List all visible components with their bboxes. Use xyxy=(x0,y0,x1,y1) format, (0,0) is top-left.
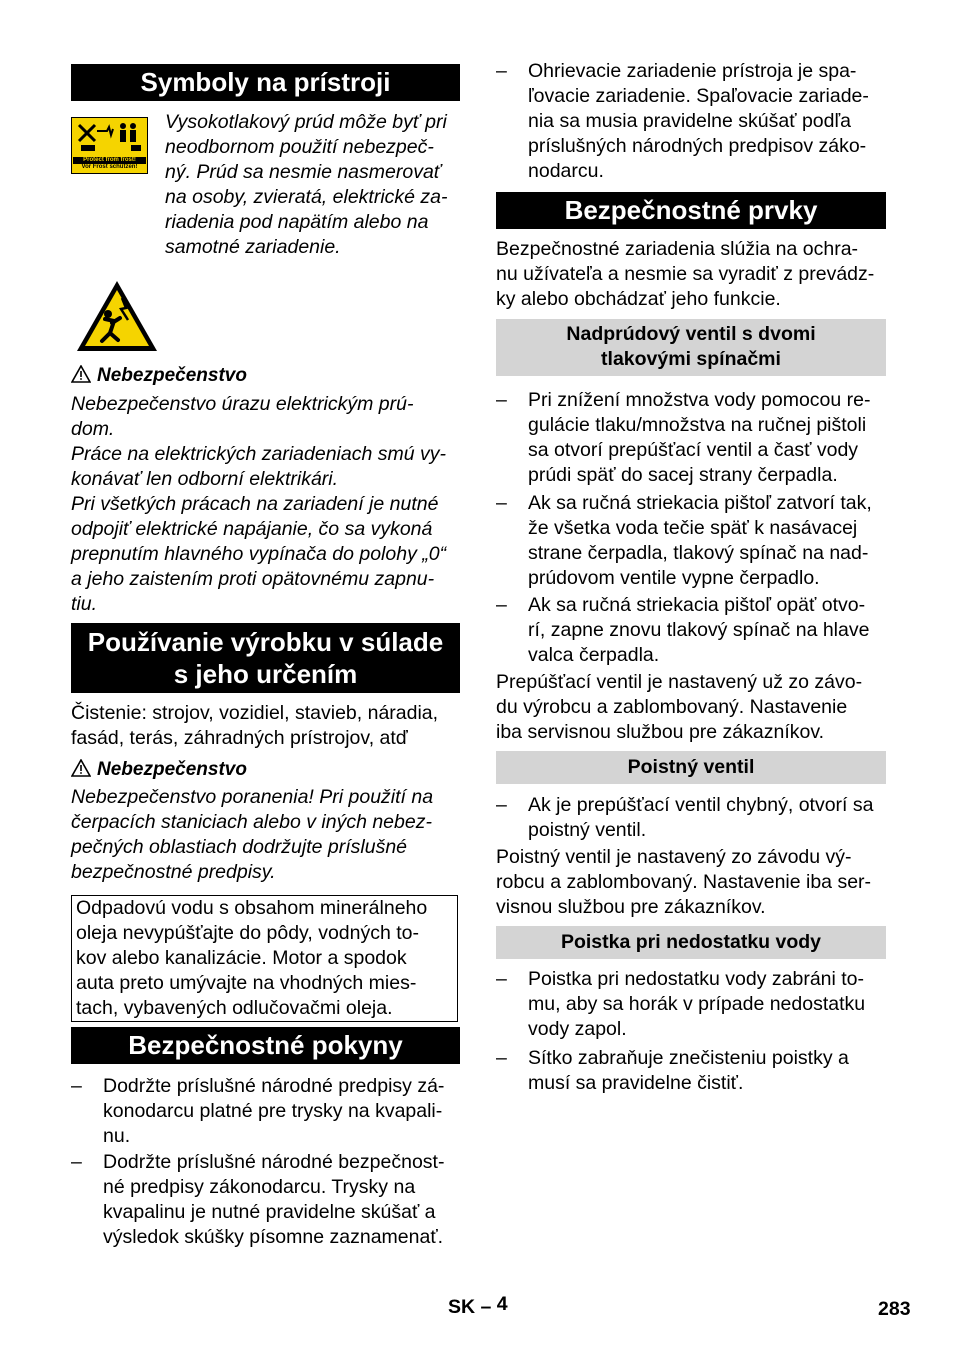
symbol-description xyxy=(165,110,460,260)
list-item-text xyxy=(528,491,886,591)
text-line: ný. Prúd sa nesmie nasmerovať xyxy=(165,161,441,183)
text-line: poistný ventil. xyxy=(528,819,647,841)
text-line: ky alebo obchádzať jeho funkcie. xyxy=(496,288,781,310)
text-line: Poistka pri nedostatku vody zabráni to- xyxy=(528,968,865,990)
list-item xyxy=(496,1046,886,1096)
danger-label xyxy=(71,363,460,388)
text-line: prúdi späť do sacej strany čerpadla. xyxy=(528,464,838,486)
text-line: Prepúšťací ventil je nastavený už zo závo- xyxy=(496,671,863,693)
text-line: Pri všetkých prácach na zariadení je nutné xyxy=(71,493,439,515)
list-item-text xyxy=(528,593,886,668)
text-line: sa otvorí prepúšťací ventil a časť vody xyxy=(528,439,859,461)
list-dash: – xyxy=(496,1047,507,1069)
list-item-text xyxy=(103,1150,460,1250)
list-item xyxy=(496,388,886,488)
text-line: rí, zapne znovu tlakový spínač na hlave xyxy=(528,619,870,641)
warning-triangle-icon xyxy=(71,365,91,383)
text-line: Čistenie: strojov, vozidiel, stavieb, náradia, xyxy=(71,702,439,724)
text-line: samotné zariadenie. xyxy=(165,236,341,258)
text-line: ľovacie zariadenie. Spaľovacie zariade- xyxy=(528,85,869,107)
text-line: strane čerpadla, tlakový spínač na nad- xyxy=(528,542,869,564)
text-line: vody zapol. xyxy=(528,1018,627,1040)
list-dash: – xyxy=(71,1075,82,1097)
text-line: Nebezpečenstvo poranenia! Pri použití na xyxy=(71,786,434,808)
text-line: mu, aby sa horák v prípade nedostatku xyxy=(528,993,866,1015)
list-item xyxy=(71,1150,460,1250)
heading-line: Nadprúdový ventil s dvomi xyxy=(566,323,816,345)
subheading-low-water: Poistka pri nedostatku vody xyxy=(496,926,886,959)
text-line: nia sa musia pravidelne skúšať podľa xyxy=(528,110,852,132)
heading-line: tlakovými spínačmi xyxy=(601,348,781,370)
text-line: oleja nevypúšťajte do pôdy, vodných to- xyxy=(76,922,420,944)
text-line: Ak sa ručná striekacia pištoľ opäť otvo- xyxy=(528,594,866,616)
text-line: tiu. xyxy=(71,593,98,615)
text-line: čerpacích staniciach alebo v iných nebez- xyxy=(71,811,432,833)
list-item-text xyxy=(528,967,886,1042)
list-dash: – xyxy=(496,968,507,990)
usage-text xyxy=(71,701,460,751)
list-dash: – xyxy=(496,492,507,514)
footer-local-page: 4 xyxy=(496,1293,508,1315)
heading-safety-elements: Bezpečnostné prvky xyxy=(496,192,886,229)
text-line: nodarcu. xyxy=(528,160,604,182)
list-item xyxy=(71,1074,460,1149)
text-line: prepnutím hlavného vypínača do polohy „0“ xyxy=(71,543,447,565)
text-line: že všetka voda tečie späť k nasávacej xyxy=(528,517,858,539)
footer-section-label xyxy=(448,1293,508,1319)
danger-label-text: Nebezpečenstvo xyxy=(97,759,247,780)
text-line: riadenia pod napätím alebo na xyxy=(165,211,429,233)
subheading-safety-valve: Poistný ventil xyxy=(496,751,886,784)
text-line: fasád, terás, záhradných prístrojov, atď xyxy=(71,727,408,749)
list-item xyxy=(496,593,886,668)
danger-text-electric xyxy=(71,392,460,617)
text-line: Ak sa ručná striekacia pištoľ zatvorí tak, xyxy=(528,492,872,514)
text-line: pečných oblastiach dodržujte príslušné xyxy=(71,836,408,858)
list-item-text xyxy=(528,388,886,488)
list-item xyxy=(496,491,886,591)
text-line: neodbornom použití nebezpeč- xyxy=(165,136,434,158)
text-line: valca čerpadla. xyxy=(528,644,660,666)
text-line: na osoby, zvieratá, elektrické za- xyxy=(165,186,448,208)
footer-lang: SK xyxy=(448,1296,476,1318)
text-line: Poistný ventil je nastavený zo závodu vý- xyxy=(496,846,852,868)
safety-elements-text xyxy=(496,237,886,312)
subheading-overflow-valve xyxy=(496,319,886,376)
sign-text-en: Protect from frost! xyxy=(73,157,146,164)
environment-note-box xyxy=(71,895,458,1022)
warning-triangle-icon xyxy=(71,759,91,777)
text-line: Sítko zabraňuje znečisteniu poistky a xyxy=(528,1047,849,1069)
list-item-text xyxy=(528,1046,886,1096)
text-line: Pri znížení množstva vody pomocou re- xyxy=(528,389,871,411)
list-item xyxy=(496,59,886,184)
safety-valve-note xyxy=(496,845,886,920)
list-item-text xyxy=(103,1074,460,1149)
text-line: Práce na elektrických zariadeniach smú vy- xyxy=(71,443,446,465)
text-line: iba servisnou službou pre zákazníkov. xyxy=(496,721,825,743)
list-dash: – xyxy=(496,594,507,616)
text-line: tach, vybavených odlučovačmi oleja. xyxy=(76,997,393,1019)
text-line: visnou službou pre zákazníkov. xyxy=(496,896,766,918)
text-line: príslušných národných predpisov záko- xyxy=(528,135,867,157)
text-line: auta preto umývajte na vhodných mies- xyxy=(76,972,417,994)
danger-label xyxy=(71,757,460,782)
text-line: a jeho zaistením proti opätovnému zapnu- xyxy=(71,568,435,590)
text-line: robcu a zablombovaný. Nastavenie iba ser- xyxy=(496,871,872,893)
text-line: Ohrievacie zariadenie prístroja je spa- xyxy=(528,60,857,82)
text-line: Ak je prepúšťací ventil chybný, otvorí sa xyxy=(528,794,874,816)
electric-shock-warning-icon xyxy=(74,278,160,354)
text-line: dom. xyxy=(71,418,115,440)
text-line: Bezpečnostné zariadenia slúžia na ochra- xyxy=(496,238,859,260)
text-line: výsledok skúšky písomne zaznamenať. xyxy=(103,1226,444,1248)
sign-text-de: Vor Frost schützen! xyxy=(81,164,138,170)
heading-line: s jeho určením xyxy=(173,659,358,689)
text-line: Odpadovú vodu s obsahom minerálneho xyxy=(76,897,428,919)
text-line: du výrobcu a zablombovaný. Nastavenie xyxy=(496,696,848,718)
heading-symbols: Symboly na prístroji xyxy=(71,64,460,101)
high-pressure-symbol-icon xyxy=(71,117,148,174)
text-line: musí sa pravidelne čistiť. xyxy=(528,1072,744,1094)
heading-line: Používanie výrobku v súlade xyxy=(87,627,444,657)
text-line: prúdovom ventile vypne čerpadlo. xyxy=(528,567,820,589)
footer-dash: – xyxy=(480,1296,492,1318)
text-line: Dodržte príslušné národné bezpečnost- xyxy=(103,1151,445,1173)
text-line: nu užívateľa a nesmie sa vyradiť z prevádz- xyxy=(496,263,875,285)
text-line: gulácie tlaku/množstva na ručnej pištoli xyxy=(528,414,867,436)
list-item-text xyxy=(528,59,886,184)
heading-intended-use xyxy=(71,623,460,693)
footer-page-number: 283 xyxy=(878,1298,911,1320)
text-line: konávať len odborní elektrikári. xyxy=(71,468,339,490)
text-line: kov alebo kanalizácie. Motor a spodok xyxy=(76,947,407,969)
list-item xyxy=(496,967,886,1042)
danger-label-text: Nebezpečenstvo xyxy=(97,365,247,386)
text-line: Vysokotlakový prúd môže byť pri xyxy=(165,111,447,133)
text-line: né predpisy zákonodarcu. Trysky na xyxy=(103,1176,416,1198)
list-dash: – xyxy=(496,794,507,816)
list-dash: – xyxy=(496,60,507,82)
list-dash: – xyxy=(71,1151,82,1173)
list-item-text xyxy=(528,793,886,843)
text-line: nu. xyxy=(103,1125,131,1147)
overflow-valve-note xyxy=(496,670,886,745)
list-item xyxy=(496,793,886,843)
text-line: kvapalinu je nutné pravidelne skúšať a xyxy=(103,1201,436,1223)
text-line: Dodržte príslušné národné predpisy zá- xyxy=(103,1075,445,1097)
text-line: konodarcu platné pre trysky na kvapali- xyxy=(103,1100,443,1122)
danger-text-injury xyxy=(71,785,460,885)
list-dash: – xyxy=(496,389,507,411)
text-line: Nebezpečenstvo úrazu elektrickým prú- xyxy=(71,393,414,415)
text-line: bezpečnostné predpisy. xyxy=(71,861,276,883)
text-line: odpojiť elektrické napájanie, čo sa vykoná xyxy=(71,518,433,540)
heading-safety-instructions: Bezpečnostné pokyny xyxy=(71,1027,460,1064)
